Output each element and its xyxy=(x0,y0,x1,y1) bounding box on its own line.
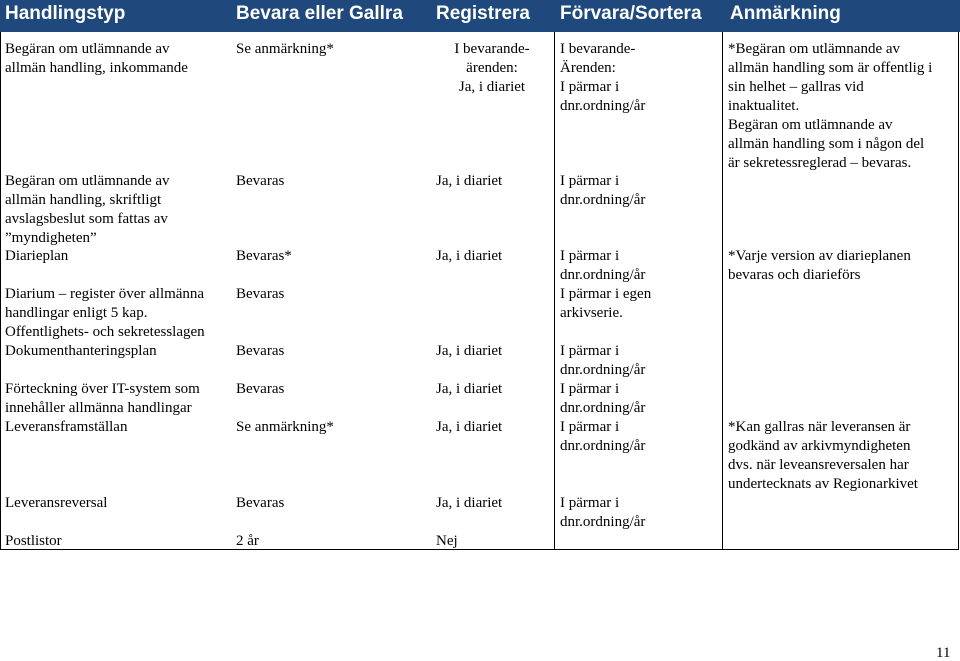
row-6-registrera: Ja, i diariet xyxy=(436,381,503,397)
row-7-bevara: Se anmärkning* xyxy=(236,419,334,435)
grid-line xyxy=(722,32,723,550)
row-4-bevara: Bevaras xyxy=(236,286,285,302)
row-9-typ: Postlistor xyxy=(5,533,62,549)
row-2-forvara: I pärmar i dnr.ordning/år xyxy=(560,173,646,208)
row-7-forvara: I pärmar i dnr.ordning/år xyxy=(560,419,646,454)
header-forvara-sortera: Förvara/Sortera xyxy=(560,3,702,24)
grid-line xyxy=(0,32,1,550)
row-1-registrera: I bevarande- ärenden: Ja, i diariet xyxy=(454,41,530,95)
page-number: 11 xyxy=(936,645,951,661)
row-4-typ: Diarium – register över allmänna handlingar enligt 5 kap. Offentlighets- och sekretesslagen xyxy=(5,286,205,340)
row-3-forvara: I pärmar i dnr.ordning/år xyxy=(560,248,646,283)
row-5-registrera: Ja, i diariet xyxy=(436,343,503,359)
note-diarieplan: *Varje version av diarieplanen bevaras och diarieförs xyxy=(728,248,911,283)
row-9-registrera: Nej xyxy=(436,533,458,549)
row-4-forvara: I pärmar i egen arkivserie. xyxy=(560,286,652,321)
row-5-typ: Dokumenthanteringsplan xyxy=(5,343,157,359)
header-anmarkning: Anmärkning xyxy=(730,3,841,24)
row-8-typ: Leveransreversal xyxy=(5,495,108,511)
note-begaran: *Begäran om utlämnande av allmän handling som är offentlig i sin helhet – gallras vid inaktualitet. Begäran om utlämnande av allmän handling som i någon del är sekretessreglerad – bevaras. xyxy=(728,41,933,171)
row-8-registrera: Ja, i diariet xyxy=(436,495,503,511)
table-header xyxy=(0,0,960,32)
row-3-registrera: Ja, i diariet xyxy=(436,248,503,264)
row-6-typ: Förteckning över IT-system som innehåller allmänna handlingar xyxy=(5,381,200,416)
row-3-bevara: Bevaras* xyxy=(236,248,292,264)
row-2-bevara: Bevaras xyxy=(236,173,285,189)
row-1-bevara: Se anmärkning* xyxy=(236,41,334,57)
row-9-bevara: 2 år xyxy=(236,533,259,549)
row-7-typ: Leveransframställan xyxy=(5,419,128,435)
header-handlingstyp: Handlingstyp xyxy=(5,3,126,24)
row-1-forvara: I bevarande- Ärenden: I pärmar i dnr.ordning/år xyxy=(560,41,646,114)
row-2-registrera: Ja, i diariet xyxy=(436,173,503,189)
row-5-bevara: Bevaras xyxy=(236,343,285,359)
row-2-typ: Begäran om utlämnande av allmän handling, skriftligt avslagsbeslut som fattas av ”myndigheten” xyxy=(5,173,170,246)
header-registrera: Registrera xyxy=(436,3,530,24)
header-bevara-eller-gallra: Bevara eller Gallra xyxy=(236,3,403,24)
row-3-typ: Diarieplan xyxy=(5,248,69,264)
row-8-forvara: I pärmar i dnr.ordning/år xyxy=(560,495,646,530)
row-6-bevara: Bevaras xyxy=(236,381,285,397)
row-7-registrera: Ja, i diariet xyxy=(436,419,503,435)
note-leveransframstallan: *Kan gallras när leveransen är godkänd av arkivmyndigheten dvs. när leveansreversalen har undertecknats av Regionarkivet xyxy=(728,419,918,492)
row-6-forvara: I pärmar i dnr.ordning/år xyxy=(560,381,646,416)
row-1-typ: Begäran om utlämnande av allmän handling, inkommande xyxy=(5,41,188,76)
row-8-bevara: Bevaras xyxy=(236,495,285,511)
row-5-forvara: I pärmar i dnr.ordning/år xyxy=(560,343,646,378)
grid-line xyxy=(554,32,555,550)
grid-line xyxy=(958,32,959,550)
